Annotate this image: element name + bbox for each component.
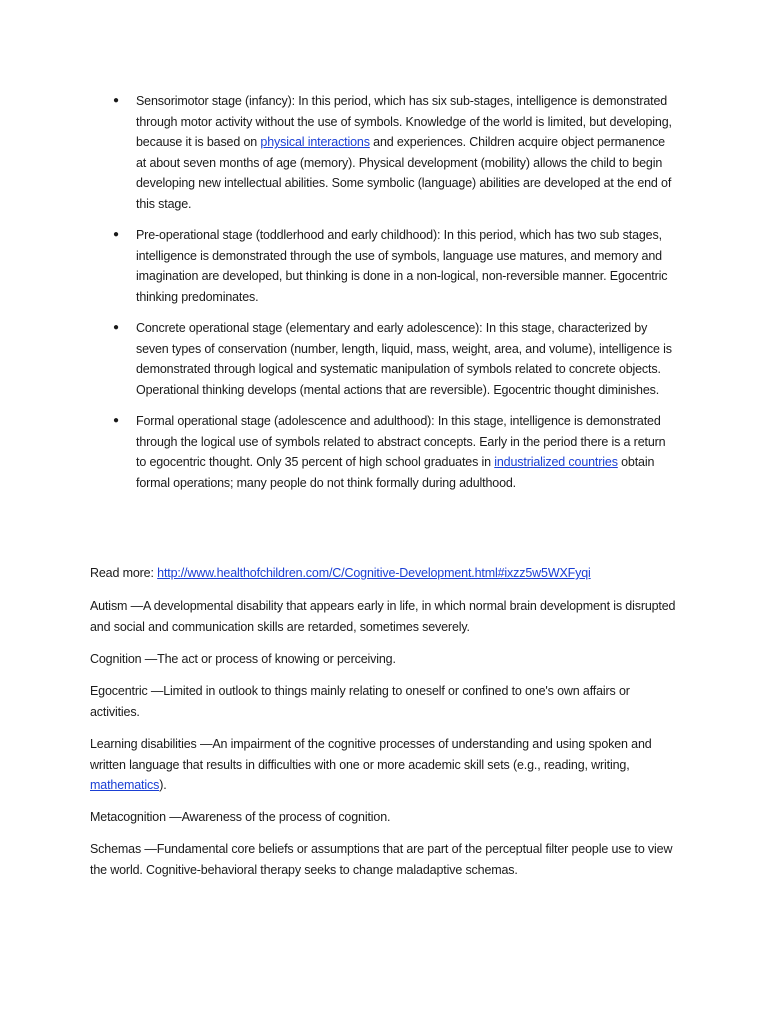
glossary-definition: —Awareness of the process of cognition. — [165, 810, 391, 824]
glossary-term: Learning disabilities — [90, 737, 197, 751]
glossary-term: Metacognition — [90, 810, 166, 824]
stage-text-continued: obtain formal operations; many people do not think formally during adulthood. — [136, 455, 655, 490]
stage-text: Formal operational stage (adolescence and adulthood): In this stage, intelligence is demonstrated through the logical use of symbols related to abstract concepts. Early in the period there is a return to egocentric thought. Only 35 percent of high school graduates in — [136, 414, 666, 469]
bullet-icon: ● — [113, 322, 119, 333]
bullet-icon: ● — [113, 229, 119, 240]
read-more-label: Read more: — [90, 566, 158, 580]
glossary-egocentric — [90, 681, 680, 722]
glossary-definition: —Limited in outlook to things mainly relating to oneself or confined to one's own affairs or activities. — [90, 684, 630, 719]
glossary-term: Cognition — [90, 652, 142, 666]
bullet-icon: ● — [113, 415, 119, 426]
read-more-link[interactable]: http://www.healthofchildren.com/C/Cognitive-Development.html#ixzz5w5WXFyqi — [157, 566, 591, 580]
glossary-term: Schemas — [90, 842, 142, 856]
stage-item-preoperational — [112, 225, 672, 307]
glossary-term: Autism — [90, 599, 128, 613]
stage-text: Concrete operational stage (elementary and early adolescence): In this stage, characterized by seven types of conservation (number, length, liquid, mass, weight, area, and volume), intelligence is demonstrated through logical and systematic manipulation of symbols related to concrete objects. Operational thinking develops (mental actions that are reversible). Egocentric thought diminishes. — [136, 321, 672, 397]
stage-item-sensorimotor — [112, 91, 672, 214]
glossary-metacognition — [90, 807, 680, 828]
stage-text: Sensorimotor stage (infancy): In this period, which has six sub-stages, intelligence is demonstrated through motor activity without the use of symbols. Knowledge of the world is limited, but developing, because it is based on — [136, 94, 672, 149]
stage-text-continued: and experiences. Children acquire object permanence at about seven months of age (memory). Physical development (mobility) allows the child to begin developing new intellectual abilities. Some symbolic (language) abilities are developed at the end of this stage. — [136, 135, 672, 211]
stage-item-concrete-operational — [112, 318, 672, 400]
cognitive-stages-list — [112, 91, 672, 493]
glossary-definition-end: ). — [159, 778, 167, 792]
mathematics-link[interactable]: mathematics — [90, 778, 160, 792]
glossary-definition: —An impairment of the cognitive processes of understanding and using spoken and written language that results in difficulties with one or more academic skill sets (e.g., reading, writing, — [90, 737, 652, 772]
glossary-definition: —Fundamental core beliefs or assumptions that are part of the perceptual filter people use to view the world. Cognitive-behavioral therapy seeks to change maladaptive schemas. — [90, 842, 673, 877]
glossary-definition: —A developmental disability that appears early in life, in which normal brain development is disrupted and social and communication skills are retarded, sometimes severely. — [90, 599, 676, 634]
stage-text: Pre-operational stage (toddlerhood and early childhood): In this period, which has two sub stages, intelligence is demonstrated through the use of symbols, language use matures, and memory and imagination are developed, but thinking is done in a non-logical, non-reversible manner. Egocentric thinking predominates. — [136, 228, 668, 304]
physical-interactions-link[interactable]: physical interactions — [260, 135, 370, 149]
glossary-learning-disabilities — [90, 734, 680, 796]
industrialized-countries-link[interactable]: industrialized countries — [494, 455, 618, 469]
read-more-line — [90, 563, 680, 584]
glossary-term: Egocentric — [90, 684, 148, 698]
stage-item-formal-operational — [112, 411, 672, 493]
bullet-icon: ● — [113, 95, 119, 106]
glossary-definition: —The act or process of knowing or perceiving. — [141, 652, 396, 666]
glossary-cognition — [90, 649, 680, 670]
glossary-autism — [90, 596, 680, 637]
glossary-schemas — [90, 839, 680, 880]
